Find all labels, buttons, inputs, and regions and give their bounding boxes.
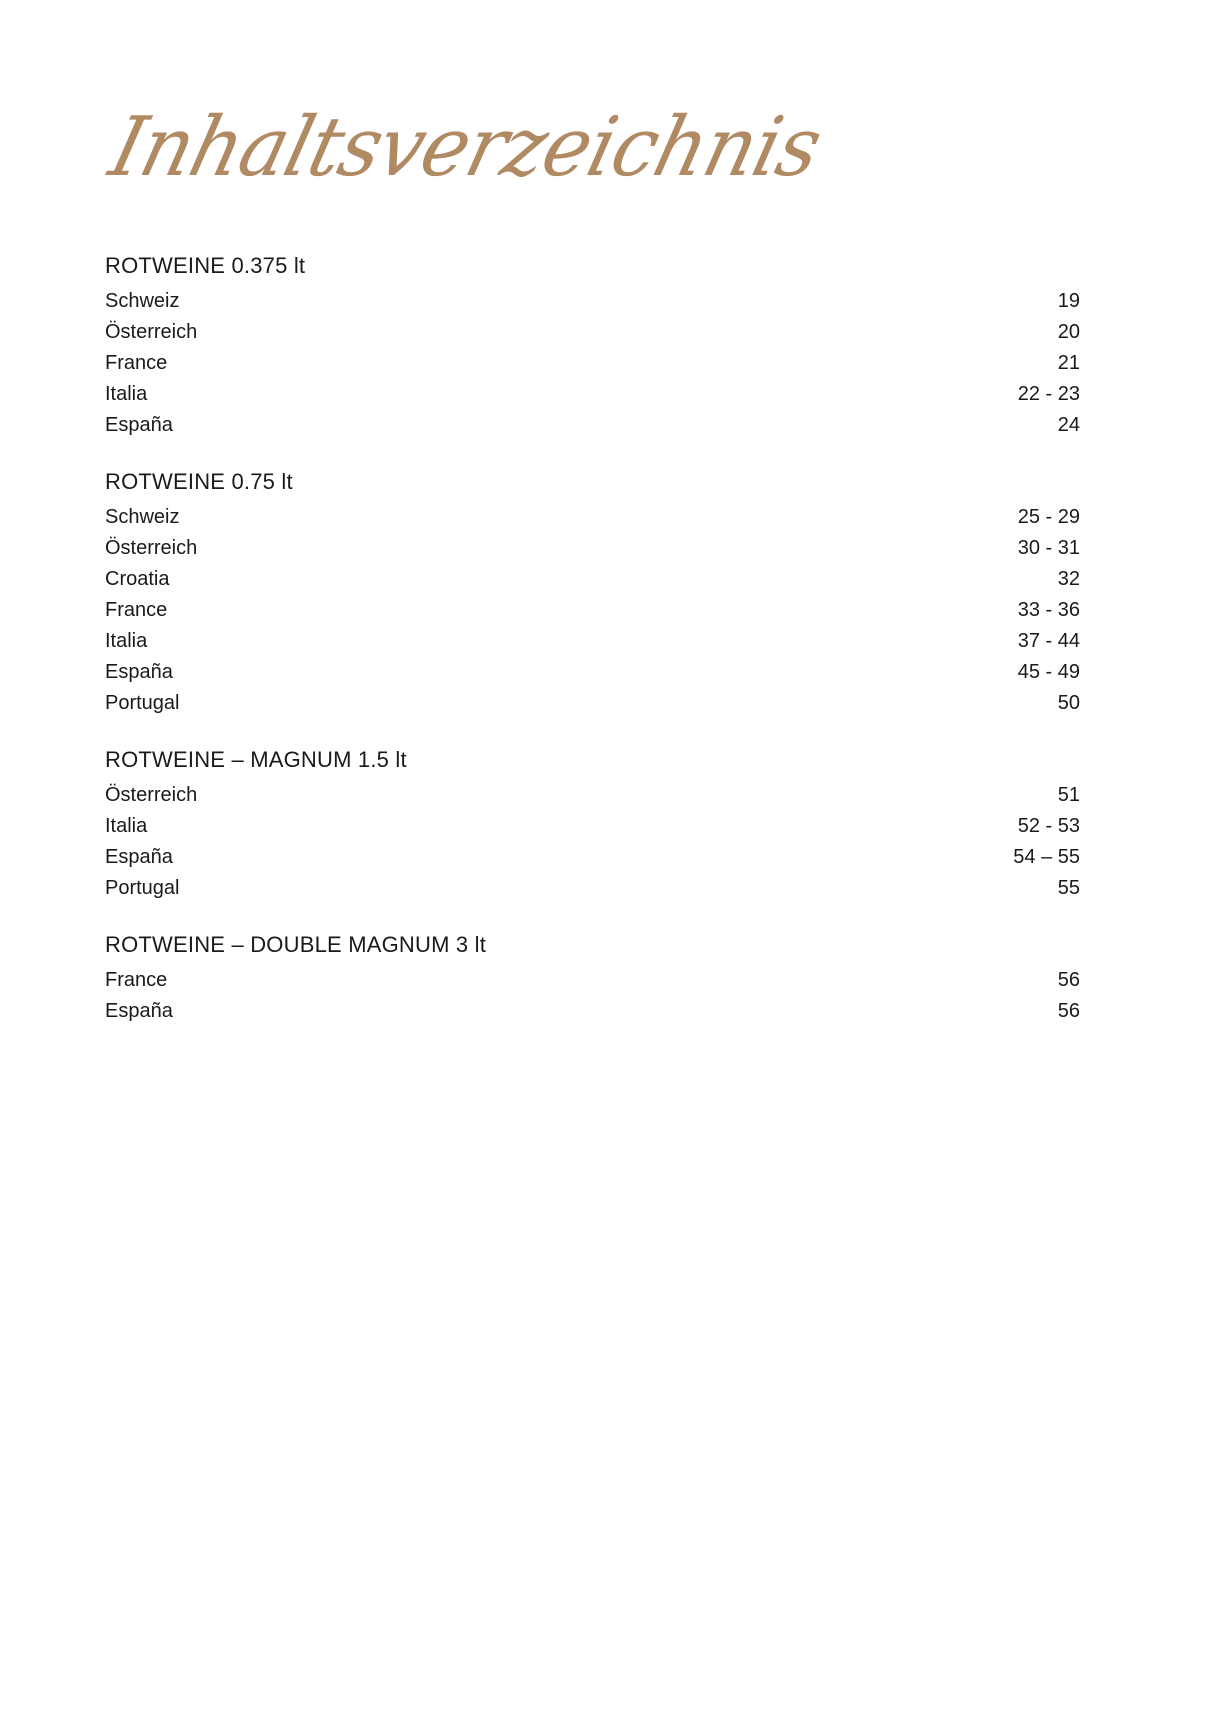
entry-country: Österreich <box>105 537 198 559</box>
entry-pages: 52 - 53 <box>1017 815 1080 837</box>
entry-country: Italia <box>105 630 148 652</box>
entry-pages: 20 <box>1057 321 1080 343</box>
entry-country: France <box>105 599 168 621</box>
entry-pages: 30 - 31 <box>1017 537 1080 559</box>
toc-entry[interactable] <box>105 873 1080 904</box>
entry-pages: 22 - 23 <box>1017 383 1080 405</box>
entry-country: España <box>105 661 173 683</box>
toc-section-rotweine-0375 <box>105 250 1080 441</box>
entry-pages: 21 <box>1057 352 1080 374</box>
entry-pages: 56 <box>1057 969 1080 991</box>
toc-entry[interactable] <box>105 564 1080 595</box>
toc-section-rotweine-double-magnum <box>105 929 1080 1027</box>
entry-pages: 33 - 36 <box>1017 599 1080 621</box>
entry-country: Italia <box>105 815 148 837</box>
entry-pages: 56 <box>1057 1000 1080 1022</box>
entry-pages: 24 <box>1057 414 1080 436</box>
entry-country: Österreich <box>105 321 198 343</box>
section-title: ROTWEINE 0.75 lt <box>105 469 293 494</box>
toc-entry[interactable] <box>105 996 1080 1027</box>
entry-country: Portugal <box>105 877 180 899</box>
toc-entry[interactable] <box>105 379 1080 410</box>
toc-entry[interactable] <box>105 595 1080 626</box>
entry-pages: 54 – 55 <box>1013 846 1080 868</box>
toc-entry[interactable] <box>105 688 1080 719</box>
toc-section-rotweine-magnum <box>105 744 1080 904</box>
toc-section-rotweine-075 <box>105 466 1080 719</box>
entry-pages: 32 <box>1057 568 1080 590</box>
toc-entry[interactable] <box>105 811 1080 842</box>
section-title: ROTWEINE – DOUBLE MAGNUM 3 lt <box>105 932 487 957</box>
toc-entry[interactable] <box>105 410 1080 441</box>
entry-pages: 25 - 29 <box>1017 506 1080 528</box>
section-title: ROTWEINE – MAGNUM 1.5 lt <box>105 747 407 772</box>
entry-country: Croatia <box>105 568 170 590</box>
toc-entry[interactable] <box>105 626 1080 657</box>
entry-country: Italia <box>105 383 148 405</box>
entry-pages: 37 - 44 <box>1017 630 1080 652</box>
entry-pages: 51 <box>1057 784 1080 806</box>
toc-entry[interactable] <box>105 317 1080 348</box>
toc-entry[interactable] <box>105 965 1080 996</box>
entry-country: Schweiz <box>105 290 180 312</box>
toc-entry[interactable] <box>105 780 1080 811</box>
table-of-contents <box>105 250 1080 1052</box>
toc-entry[interactable] <box>105 502 1080 533</box>
entry-pages: 19 <box>1057 290 1080 312</box>
toc-entry[interactable] <box>105 286 1080 317</box>
entry-country: France <box>105 969 168 991</box>
entry-country: España <box>105 1000 173 1022</box>
toc-entry[interactable] <box>105 657 1080 688</box>
toc-entry[interactable] <box>105 533 1080 564</box>
entry-country: Österreich <box>105 784 198 806</box>
entry-country: Schweiz <box>105 506 180 528</box>
entry-pages: 45 - 49 <box>1017 661 1080 683</box>
entry-country: Portugal <box>105 692 180 714</box>
entry-country: France <box>105 352 168 374</box>
entry-country: España <box>105 846 173 868</box>
entry-pages: 50 <box>1057 692 1080 714</box>
toc-entry[interactable] <box>105 348 1080 379</box>
entry-country: España <box>105 414 173 436</box>
section-title: ROTWEINE 0.375 lt <box>105 253 306 278</box>
entry-pages: 55 <box>1057 877 1080 899</box>
page-title: Inhaltsverzeichnis <box>101 100 830 195</box>
toc-entry[interactable] <box>105 842 1080 873</box>
